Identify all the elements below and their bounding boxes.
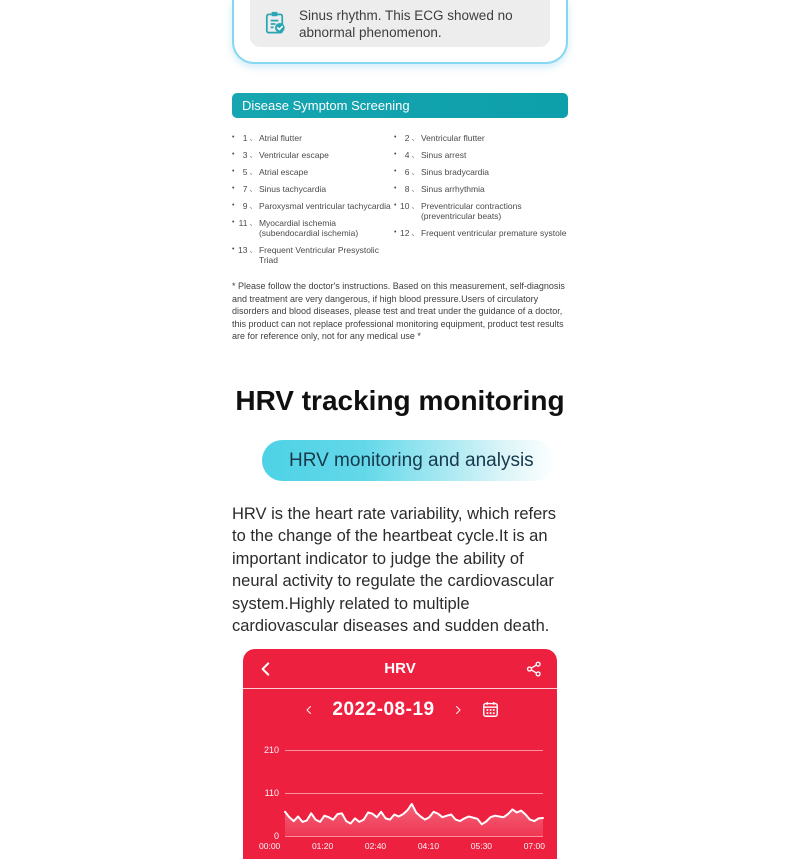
current-date: 2022-08-19: [332, 698, 435, 720]
separator: 、: [411, 150, 419, 159]
symptom-item: [232, 150, 397, 160]
symptom-text: Atrial escape: [258, 167, 309, 177]
separator: 、: [249, 218, 257, 227]
date-selector: [243, 689, 557, 730]
symptom-number: 2: [404, 133, 410, 143]
symptom-number: 13: [237, 245, 248, 255]
ecg-result-text: Sinus rhythm. This ECG showed no abnormal phenomenon.: [299, 7, 513, 40]
app-title: HRV: [384, 660, 416, 678]
x-axis: [259, 841, 545, 851]
symptom-text: Paroxysmal ventricular tachycardia: [258, 201, 391, 211]
symptom-number: 4: [404, 150, 410, 160]
x-axis-tick: 00:00: [259, 841, 281, 852]
symptom-number: 8: [404, 184, 410, 194]
prev-date-button[interactable]: [299, 700, 319, 720]
symptom-text: Sinus arrhythmia: [420, 184, 485, 194]
bullet-dot: •: [394, 134, 397, 141]
symptom-item: [394, 133, 568, 143]
bullet-dot: •: [232, 151, 235, 158]
separator: 、: [249, 184, 257, 193]
symptom-text: Atrial flutter: [258, 133, 302, 143]
symptom-number: 3: [242, 150, 248, 160]
symptom-number: 11: [238, 218, 248, 228]
separator: 、: [249, 167, 257, 176]
bullet-dot: •: [394, 151, 397, 158]
y-axis-tick: 210: [263, 745, 279, 756]
symptom-text: Sinus arrest: [420, 150, 467, 160]
symptom-number: 9: [242, 201, 248, 211]
separator: 、: [411, 133, 419, 142]
hrv-subtitle-pill: HRV monitoring and analysis: [262, 440, 554, 481]
symptom-number: 12: [399, 228, 410, 238]
hrv-description: HRV is the heart rate variability, which refers to the change of the heartbeat cycle.It is an important indicator to judge the ability of neural activity to regulate the cardiovascular system.Highly related to multiple cardiovascular diseases and sudden death.: [232, 504, 557, 635]
symptom-list: [232, 133, 568, 272]
share-icon: [525, 660, 543, 678]
symptom-text: Ventricular escape: [258, 150, 329, 160]
symptom-text: Preventricular contractions (preventricular beats): [420, 201, 522, 221]
next-date-button[interactable]: [448, 700, 468, 720]
gridline: [285, 836, 543, 837]
screening-title-bar: Disease Symptom Screening: [232, 93, 568, 118]
symptom-item: [394, 150, 568, 160]
symptom-item: [394, 184, 568, 194]
hrv-chart: [255, 736, 545, 854]
symptom-item: [232, 184, 397, 194]
bullet-dot: •: [232, 246, 235, 253]
bullet-dot: •: [394, 185, 397, 192]
symptom-column-right: [394, 133, 568, 272]
x-axis-tick: 05:30: [470, 841, 493, 852]
symptom-text: Frequent ventricular premature systole: [420, 228, 567, 238]
symptom-number: 5: [242, 167, 248, 177]
symptom-number: 10: [399, 201, 410, 211]
separator: 、: [249, 133, 257, 142]
x-axis-tick: 07:00: [523, 841, 545, 852]
symptom-item: [232, 201, 397, 211]
bullet-dot: •: [232, 134, 235, 141]
x-axis-tick: 04:10: [417, 841, 440, 852]
separator: 、: [249, 201, 257, 210]
hrv-app-screen: [243, 649, 557, 859]
calendar-icon: [481, 700, 500, 719]
bullet-dot: •: [232, 202, 235, 209]
back-button[interactable]: [256, 659, 276, 679]
symptom-item: [232, 218, 397, 238]
chevron-right-icon: [452, 703, 464, 717]
symptom-text: Myocardial ischemia (subendocardial ischemia): [258, 218, 359, 238]
symptom-number: 1: [242, 133, 248, 143]
ecg-result-card: [232, 0, 568, 64]
bullet-dot: •: [232, 168, 235, 175]
y-axis-tick: 110: [264, 788, 279, 799]
separator: 、: [411, 228, 419, 237]
symptom-text: Sinus tachycardia: [258, 184, 327, 194]
app-header: [243, 649, 557, 688]
chevron-left-icon: [303, 703, 315, 717]
symptom-item: [232, 245, 394, 265]
x-axis-tick: 01:20: [311, 841, 334, 852]
separator: 、: [411, 167, 419, 176]
symptom-item: [232, 133, 397, 143]
y-axis-tick: 0: [273, 831, 279, 842]
share-button[interactable]: [524, 659, 544, 679]
bullet-dot: •: [394, 168, 397, 175]
disclaimer-text: * Please follow the doctor's instructions. Based on this measurement, self-diagnosis and treatment are very dangerous, if high blood pressure.Users of circulatory disorders and blood diseases, please test and treat under the guidance of a doctor, this product can not replace professional monitoring equipment, product test results are for reference only, not for any medical use *: [232, 281, 565, 342]
symptom-item: [394, 201, 568, 221]
hrv-section-title: HRV tracking monitoring: [235, 384, 565, 416]
symptom-text: Ventricular flutter: [420, 133, 485, 143]
bullet-dot: •: [394, 229, 397, 236]
clipboard-check-icon: [262, 10, 289, 37]
symptom-item: [232, 167, 397, 177]
separator: 、: [411, 201, 419, 210]
symptom-column-left: [232, 133, 397, 272]
bullet-dot: •: [232, 219, 235, 226]
bullet-dot: •: [394, 202, 397, 209]
symptom-item: [394, 228, 568, 238]
calendar-button[interactable]: [481, 700, 501, 720]
chevron-left-icon: [257, 660, 275, 678]
hrv-sparkline: [285, 750, 543, 836]
x-axis-tick: 02:40: [364, 841, 387, 852]
separator: 、: [411, 184, 419, 193]
symptom-number: 7: [242, 184, 248, 194]
separator: 、: [249, 245, 257, 254]
bullet-dot: •: [232, 185, 235, 192]
symptom-number: 6: [404, 167, 410, 177]
ecg-result-box: [250, 0, 550, 47]
symptom-text: Sinus bradycardia: [420, 167, 489, 177]
symptom-item: [394, 167, 568, 177]
separator: 、: [249, 150, 257, 159]
symptom-text: Frequent Ventricular Presystolic Triad: [258, 245, 379, 265]
